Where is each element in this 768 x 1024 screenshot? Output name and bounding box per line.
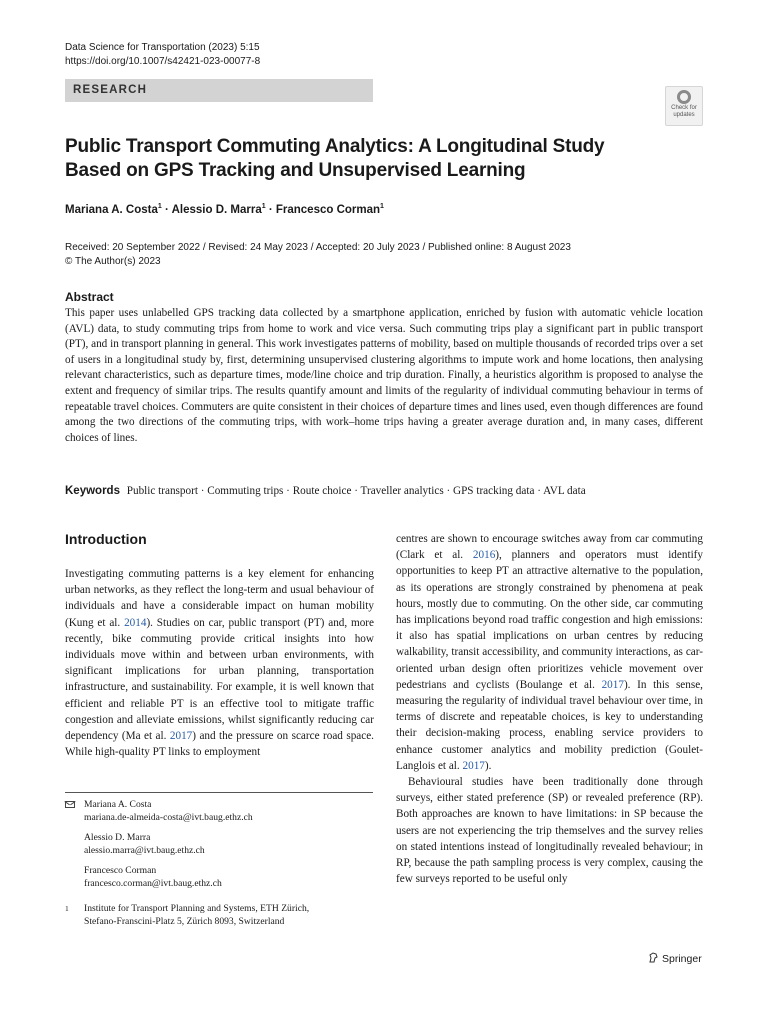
body-paragraph: Behavioural studies have been traditionally done through surveys, either stated preference (SP) or revealed preference (RP). Both approaches are known to have limitations: in SP because the users are not experiencing the trip themselves and the survey relies on stated intentions instead of longitudinally revealed behaviour; in RP, because the path sampling process is very complex, causing the few surveys reported to be useful only <box>396 776 703 886</box>
affiliation-line: Stefano-Franscini-Platz 5, Zürich 8093, Switzerland <box>84 916 285 927</box>
footnotes <box>65 798 375 935</box>
contact-email[interactable]: francesco.corman@ivt.baug.ethz.ch <box>84 878 222 889</box>
doi-link[interactable]: https://doi.org/10.1007/s42421-023-00077-8 <box>65 56 261 67</box>
publication-history <box>65 241 571 269</box>
journal-header <box>65 41 260 69</box>
citation-link[interactable]: 2014 <box>124 616 147 629</box>
author-affiliation: 1 <box>157 203 162 210</box>
envelope-icon <box>65 801 75 808</box>
right-column <box>396 531 703 887</box>
check-for-updates-badge[interactable] <box>665 86 703 126</box>
left-column <box>65 566 374 760</box>
citation-link[interactable]: 2017 <box>462 759 485 772</box>
keywords-list: Public transport · Commuting trips · Route choice · Traveller analytics · GPS tracking data · AVL data <box>126 485 586 497</box>
contact-name: Alessio D. Marra <box>84 832 151 843</box>
body-paragraph <box>65 566 374 760</box>
text-run: ). In this sense, measuring the regularity of individual travel behaviour over time, in terms of discrete and repeatable choices, is key to understanding their decision-making process, enabling service providers to enhance customer analytics and mobility prediction (Goulet-Langlois et al. <box>396 678 703 772</box>
author-separator: · <box>161 203 172 216</box>
contact-email[interactable]: mariana.de-almeida-costa@ivt.baug.ethz.ch <box>84 812 253 823</box>
citation-link[interactable]: 2017 <box>169 730 193 743</box>
abstract-text: This paper uses unlabelled GPS tracking data collected by a smartphone application, enriched by fusion with automatic vehicle location (AVL) data, to study commuting trips from home to work and vice versa. Such commuting trips play a significant part in public transport (PT), and in transport planning in general. This work investigates patterns of mobility, based on multiple thousands of recorded trips over a set of users in a longitudinal study by, first, determining unsupervised clustering algorithms to impute work and home locations, then analysing relevant characteristics, such as departure times, mode/line choice and trip duration. Finally, a heuristics algorithm is proposed to analyse the extent and frequency of similar trips. The results quantify amount and limits of the regularity of individual commuting behaviour in terms of repeatable travel choices. Commuters are quite consistent in their choices of departure times and lines used, even though differences are found among the two directions of the commuting trips, with work–home trips having a greater average duration and, in many cases, different choices of lines. <box>65 307 703 444</box>
journal-citation: Data Science for Transportation (2023) 5:15 <box>65 42 260 53</box>
author-contact <box>65 831 375 857</box>
text-run: ), planners and operators must identify opportunities to keep PT an attractive alternative to the population, as its operations are strongly constrained by phenomena at peak hours, mostly due to commuting. On the other side, car commuting has implications beyond road traffic congestion and high emissions: it also has spatial implications on urban centres by reducing walkability, transit accessibility, and community interactions, as car-oriented urban design often prioritizes vehicle movement over pedestrians and cyclists (Boulange et al. <box>396 549 703 691</box>
author-name[interactable]: Alessio D. Marra <box>171 203 262 216</box>
corresponding-author-contact <box>65 798 375 824</box>
text-run: ). <box>484 759 492 772</box>
text-run: centres are shown to encourage switches away from car commuting (Clark et al. <box>396 533 703 562</box>
keywords <box>65 485 705 497</box>
paper-title: Public Transport Commuting Analytics: A Longitudinal Study Based on GPS Tracking and Unsupervised Learning <box>65 136 605 181</box>
section-label: RESEARCH <box>65 79 373 102</box>
body-paragraph <box>396 531 703 774</box>
badge-label-line2: updates <box>673 112 695 118</box>
contact-name: Mariana A. Costa <box>84 799 152 810</box>
publication-dates: Received: 20 September 2022 / Revised: 24 May 2023 / Accepted: 20 July 2023 / Published online: 8 August 2023 <box>65 242 571 253</box>
copyright-line: © The Author(s) 2023 <box>65 256 161 267</box>
citation-link[interactable]: 2017 <box>601 678 624 691</box>
author-contact <box>65 864 375 890</box>
text-run: ) and the pressure on scarce road space. While high-quality PT links to employment <box>65 730 374 759</box>
affiliation <box>65 902 375 928</box>
text-run: Investigating commuting patterns is a key element for enhancing urban networks, as they reflect the long-term and usual behaviour of individuals and have a considerable impact on human mobility (Kung et al. <box>65 568 374 629</box>
keywords-label: Keywords <box>65 485 120 497</box>
affiliation-number: 1 <box>65 904 69 913</box>
author-affiliation: 1 <box>261 203 266 210</box>
badge-label-line1: Check for <box>671 105 697 111</box>
publisher-logo <box>648 952 702 965</box>
publisher-name: Springer <box>662 953 702 965</box>
abstract-heading: Abstract <box>65 290 114 304</box>
author-separator: · <box>265 203 276 216</box>
contact-name: Francesco Corman <box>84 865 157 876</box>
footnote-divider <box>65 792 373 793</box>
author-list <box>65 203 384 216</box>
citation-link[interactable]: 2016 <box>472 549 496 562</box>
author-affiliation: 1 <box>380 203 384 210</box>
springer-horse-icon <box>648 952 659 963</box>
section-heading-introduction: Introduction <box>65 531 147 547</box>
contact-email[interactable]: alessio.marra@ivt.baug.ethz.ch <box>84 845 205 856</box>
author-name[interactable]: Francesco Corman <box>275 203 381 216</box>
author-name[interactable]: Mariana A. Costa <box>65 203 158 216</box>
text-run: ). Studies on car, public transport (PT) and, more recently, bike commuting provide critical insights into how individuals move within and between urban environments, with significant implications for urban planning, transportation infrastructure, and sustainability. For example, it is well known that efficient and reliable PT is an effective tool to mitigate traffic congestion and alleviate emissions, whilst significantly reducing car dependency (Ma et al. <box>65 616 374 743</box>
check-updates-icon <box>677 90 691 104</box>
affiliation-line: Institute for Transport Planning and Systems, ETH Zürich, <box>84 903 310 914</box>
